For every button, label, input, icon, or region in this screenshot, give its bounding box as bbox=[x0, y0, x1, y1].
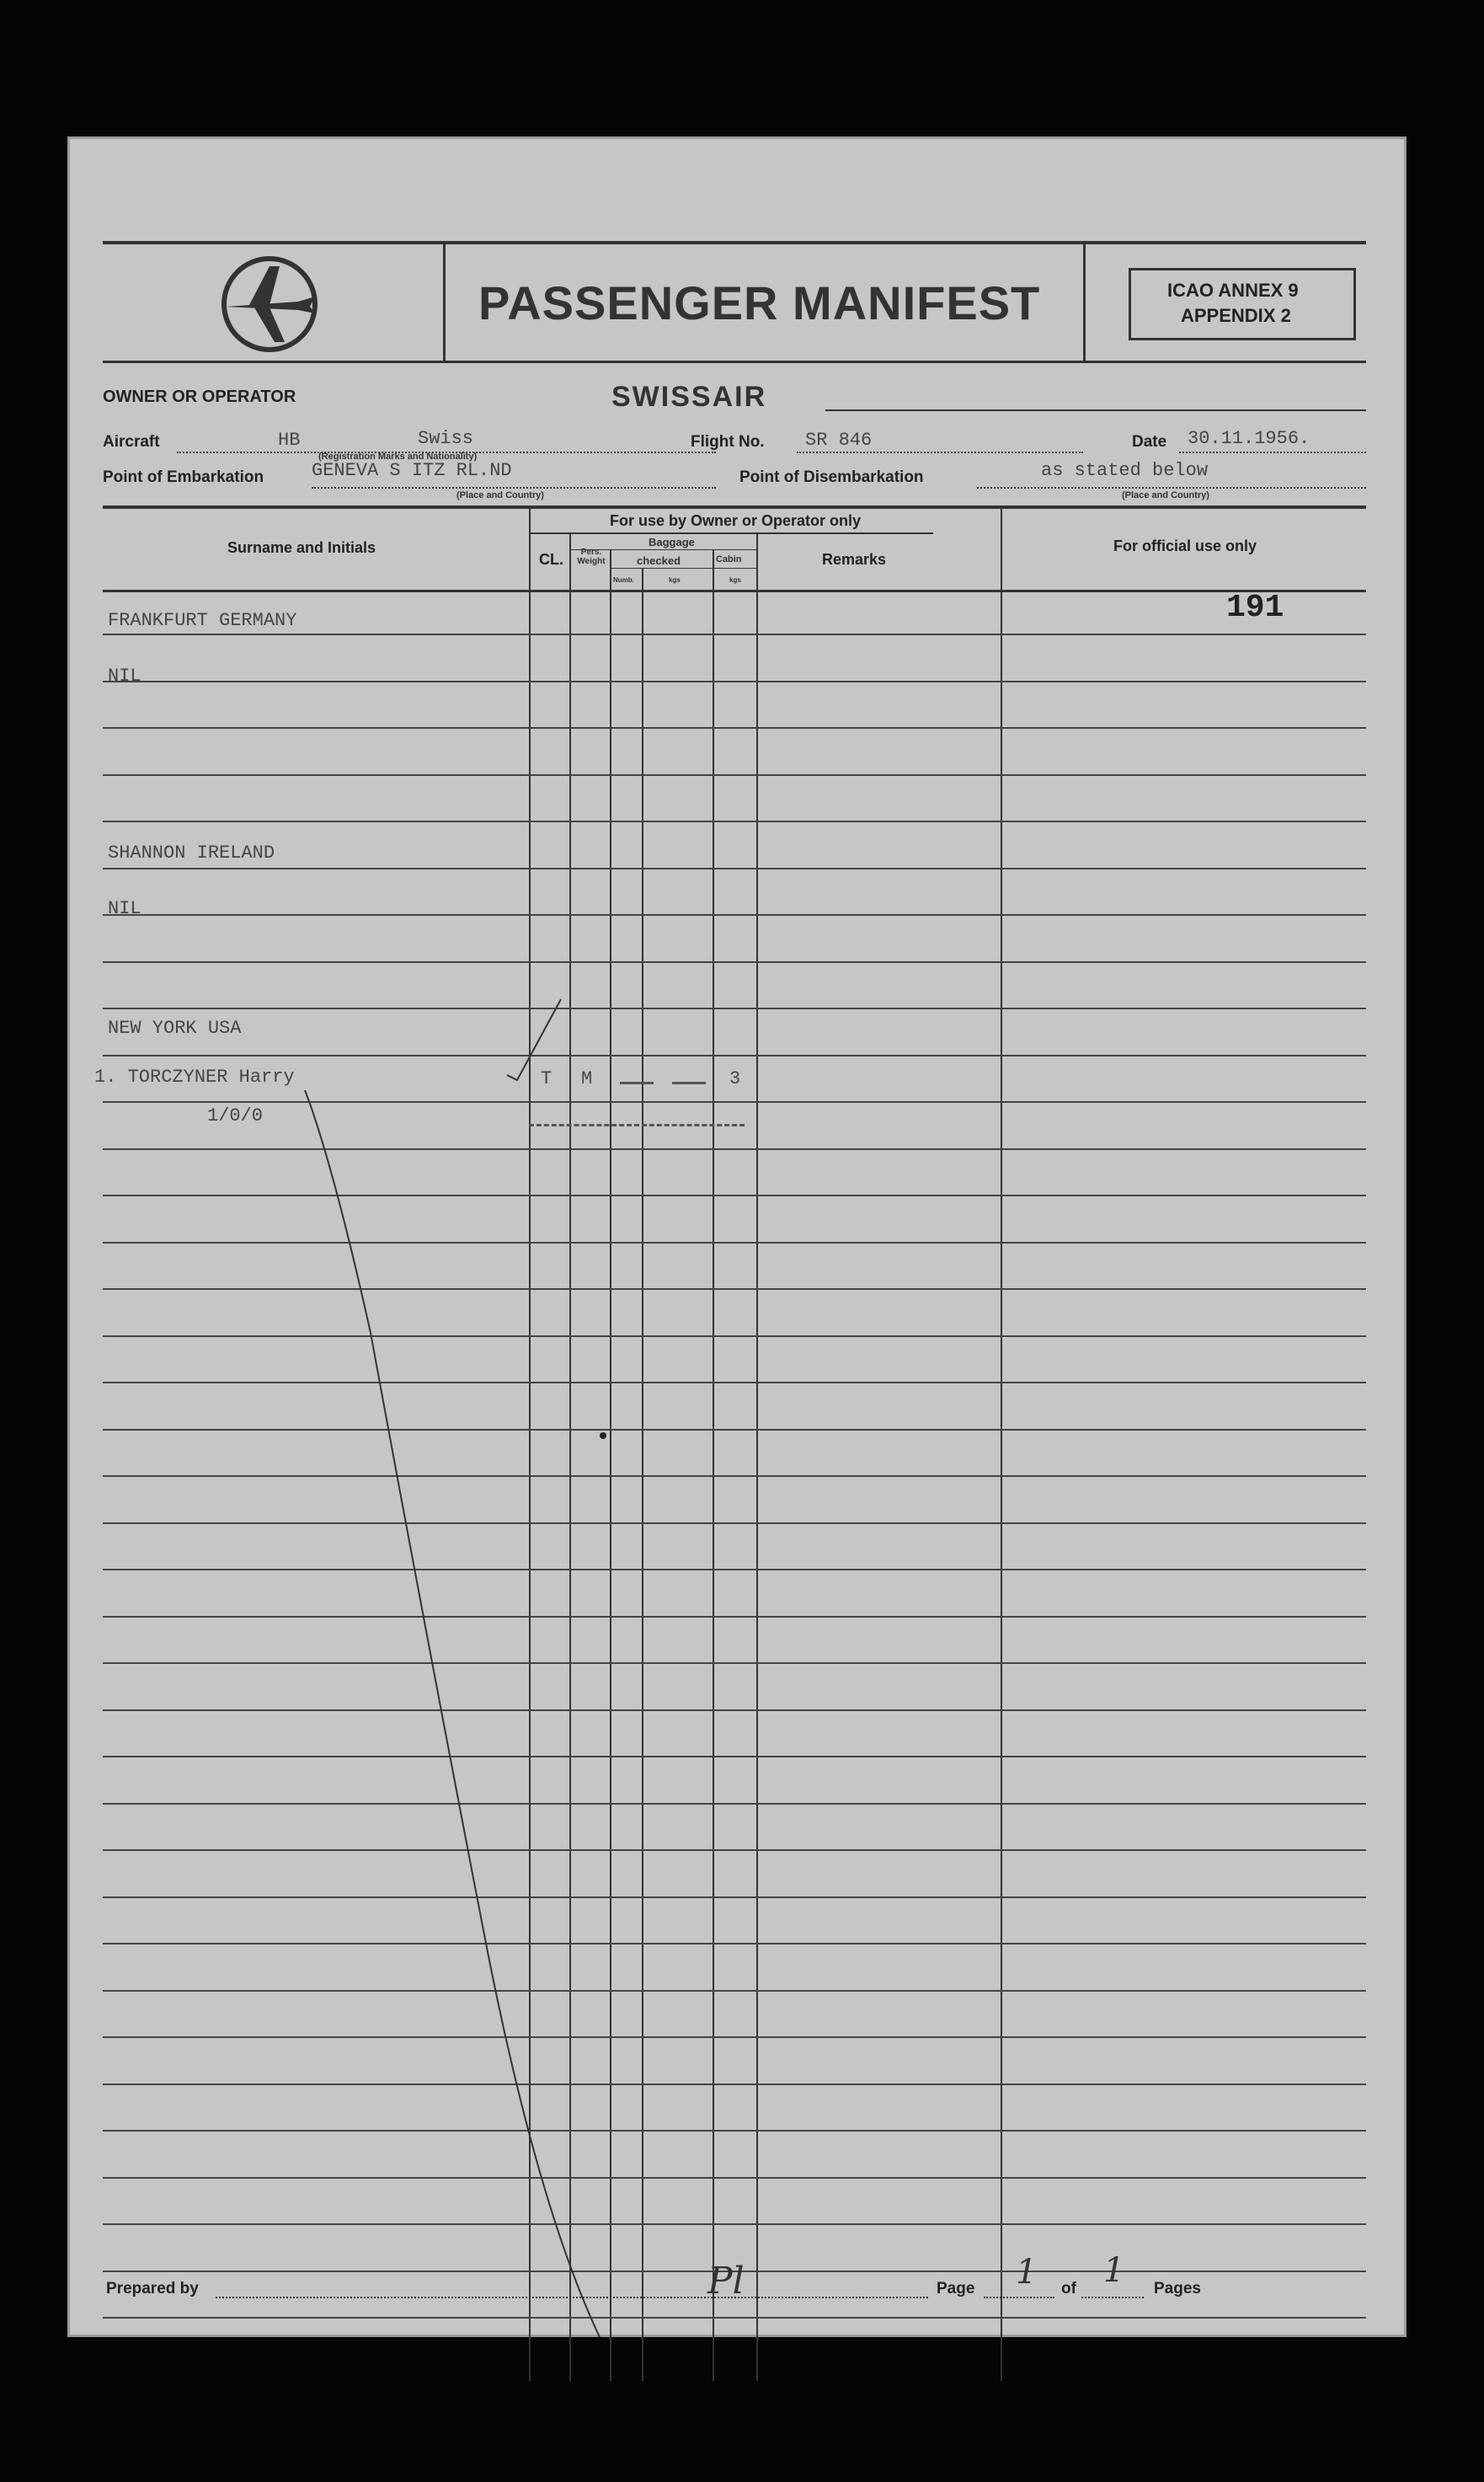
aircraft-value: HB bbox=[278, 430, 301, 451]
manifest-title: PASSENGER MANIFEST bbox=[478, 276, 1041, 329]
passenger-name: 1. TORCZYNER Harry bbox=[94, 1067, 295, 1088]
total-rule bbox=[1081, 2297, 1144, 2298]
page-total: 1 bbox=[1103, 2251, 1125, 2290]
signature-icon: Pl bbox=[707, 2260, 745, 2303]
icao-appendix-label: APPENDIX 2 bbox=[1181, 305, 1291, 326]
passenger-class: T bbox=[541, 1068, 552, 1089]
pen-stroke-marks bbox=[67, 136, 1407, 2337]
manifest-sheet bbox=[67, 136, 1407, 2337]
kgs-cabin-header: kgs bbox=[729, 576, 741, 584]
surname-header: Surname and Initials bbox=[227, 539, 376, 556]
aircraft-label: Aircraft bbox=[103, 433, 160, 451]
flight-value: SR 846 bbox=[805, 430, 873, 451]
aircraft-caption: (Registration Marks and Nationality) bbox=[318, 452, 478, 462]
icao-annex-label: ICAO ANNEX 9 bbox=[1167, 280, 1299, 301]
page-label: Page bbox=[937, 2280, 975, 2297]
prepared-by-label: Prepared by bbox=[106, 2280, 199, 2297]
date-value: 30.11.1956. bbox=[1188, 428, 1311, 449]
passenger-code: 1/0/0 bbox=[207, 1105, 264, 1126]
passenger-cabin: 3 bbox=[729, 1068, 741, 1089]
row-nil-1: NIL bbox=[108, 666, 141, 687]
aircraft-nationality: Swiss bbox=[418, 428, 474, 449]
numb-header: Numb. bbox=[613, 576, 634, 584]
page-number: 1 bbox=[1016, 2253, 1038, 2292]
disembarkation-value: as stated below bbox=[1041, 460, 1209, 481]
embarkation-caption: (Place and Country) bbox=[456, 490, 544, 500]
row-nil-2: NIL bbox=[108, 898, 141, 919]
kgs-checked-header: kgs bbox=[669, 576, 681, 584]
row-shannon: SHANNON IRELAND bbox=[108, 842, 275, 864]
passenger-weight: M bbox=[581, 1068, 593, 1089]
checked-header: checked bbox=[637, 554, 681, 567]
disembarkation-caption: (Place and Country) bbox=[1122, 490, 1209, 500]
embarkation-value: GENEVA S ITZ RL.ND bbox=[312, 460, 512, 481]
owner-value: SWISSAIR bbox=[611, 381, 767, 413]
date-label: Date bbox=[1132, 433, 1167, 451]
cl-header: CL. bbox=[539, 551, 563, 568]
official-number: 191 bbox=[1226, 590, 1284, 626]
row-new-york: NEW YORK USA bbox=[108, 1018, 242, 1039]
disembarkation-label: Point of Disembarkation bbox=[739, 468, 924, 486]
embarkation-label: Point of Embarkation bbox=[103, 468, 264, 486]
owner-label: OWNER OR OPERATOR bbox=[103, 388, 296, 406]
remarks-header: Remarks bbox=[822, 551, 887, 568]
pages-label: Pages bbox=[1154, 2280, 1201, 2297]
row-frankfurt: FRANKFURT GERMANY bbox=[108, 610, 297, 631]
prepared-by-rule bbox=[216, 2297, 928, 2298]
of-label: of bbox=[1061, 2280, 1076, 2297]
page-rule bbox=[984, 2297, 1054, 2298]
pers-weight-header: Pers. Weight bbox=[577, 548, 606, 566]
baggage-header: Baggage bbox=[649, 536, 695, 548]
flight-label: Flight No. bbox=[691, 433, 765, 451]
owner-use-header: For use by Owner or Operator only bbox=[610, 512, 862, 529]
official-use-header: For official use only bbox=[1113, 538, 1257, 554]
cabin-header: Cabin bbox=[716, 554, 742, 564]
